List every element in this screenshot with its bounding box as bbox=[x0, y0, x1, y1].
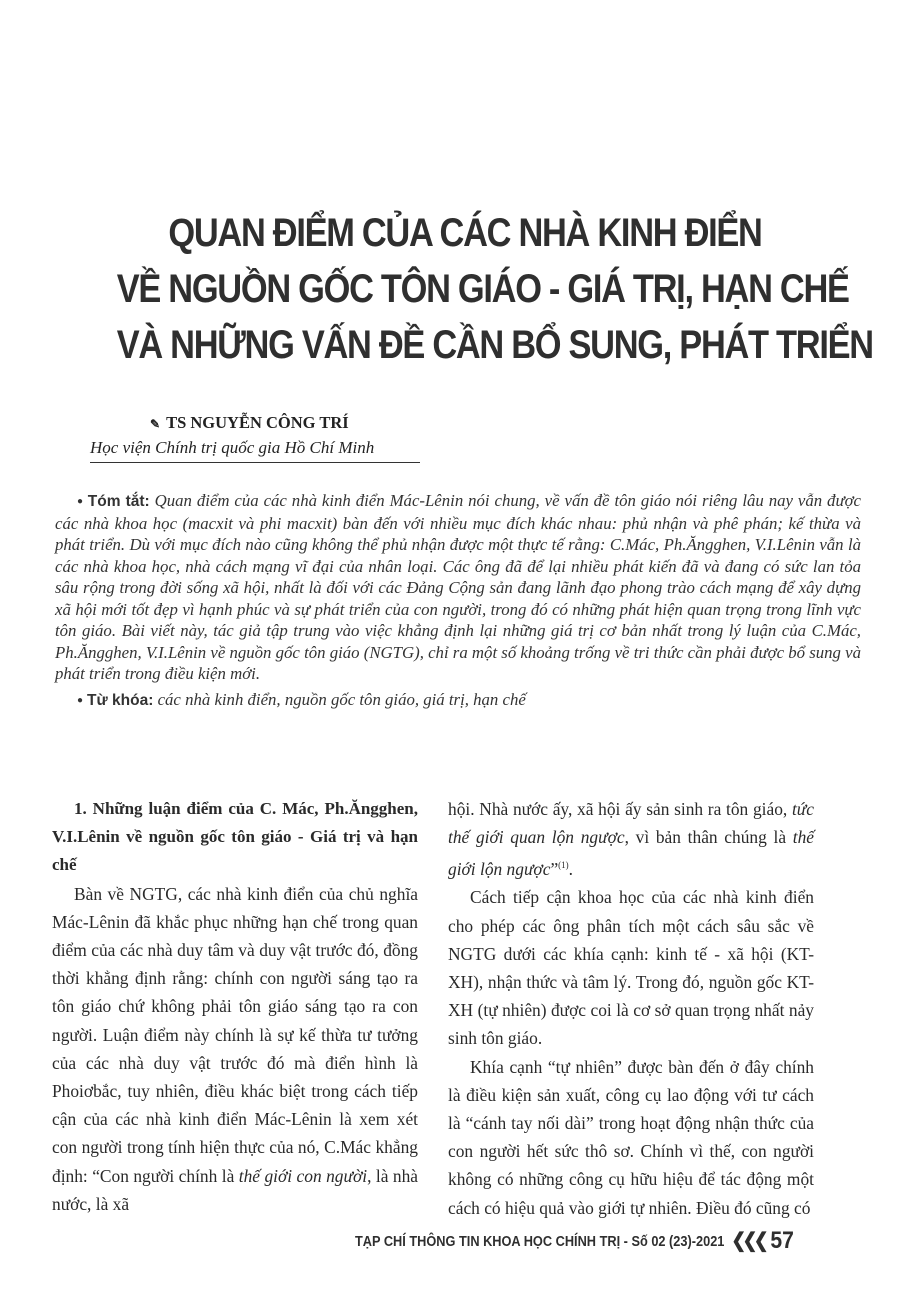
author-mark-icon: ✎ bbox=[150, 417, 161, 431]
abstract-block bbox=[55, 490, 861, 711]
author-line bbox=[150, 413, 349, 433]
body-text: , vì bản thân chúng là bbox=[624, 827, 793, 848]
author-name: TS NGUYỄN CÔNG TRÍ bbox=[166, 413, 349, 432]
abstract-paragraph bbox=[55, 490, 861, 685]
journal-name: TẠP CHÍ THÔNG TIN KHOA HỌC CHÍNH TRỊ bbox=[355, 1234, 621, 1250]
article-title bbox=[116, 205, 873, 373]
author-affiliation: Học viện Chính trị quốc gia Hồ Chí Minh bbox=[90, 438, 420, 463]
body-italic: thế giới con người bbox=[238, 1165, 368, 1186]
page-number: 57 bbox=[770, 1227, 794, 1254]
body-paragraph: Khía cạnh “tự nhiên” được bàn đến ở đây chính là điều kiện sản xuất, công cụ lao động với tư cách là “cánh tay nối dài” trong hoạt động nhận thức của con người hết sức thô sơ. Chính vì thế, con người không có những công cụ hữu hiệu để tác động một cách có hiệu quả vào giới tự nhiên. Điều đó cũng có bbox=[448, 1056, 814, 1218]
body-text: , là nhà nước, là xã bbox=[52, 1165, 419, 1214]
bullet-icon: ● bbox=[77, 496, 84, 507]
keywords-label: Từ khóa: bbox=[87, 691, 154, 709]
left-column bbox=[52, 795, 418, 1218]
page-footer: TẠP CHÍ THÔNG TIN KHOA HỌC CHÍNH TRỊ - Số 02 (23)-2021 ❮❮❮ 57 bbox=[355, 1227, 794, 1254]
section-heading: 1. Những luận điểm của C. Mác, Ph.Ăngghen, V.I.Lênin về nguồn gốc tôn giáo - Giá trị và hạn chế bbox=[52, 799, 418, 875]
body-text: hội. Nhà nước ấy, xã hội ấy sản sinh ra tôn giáo, bbox=[448, 799, 792, 819]
body-paragraph: Cách tiếp cận khoa học của các nhà kinh điển cho phép các ông phân tích một cách sâu sắc về NGTG dưới các khía cạnh: kinh tế - xã hội (KT-XH), nhận thức và tâm lý. Trong đó, nguồn gốc KT-XH (tự nhiên) được coi là cơ sở quan trọng nhất nảy sinh tôn giáo. bbox=[448, 887, 814, 1049]
issue-number: Số 02 (23)-2021 bbox=[631, 1234, 725, 1250]
title-line-2: VỀ NGUỒN GỐC TÔN GIÁO - GIÁ TRỊ, HẠN CHẾ bbox=[116, 267, 849, 311]
body-text: ” bbox=[550, 859, 559, 880]
abstract-text: Quan điểm của các nhà kinh điển Mác-Lênin nói chung, về vấn đề tôn giáo nói riêng lâu nay vẫn được các nhà khoa học (macxit và phi macxit) bàn đến với nhiều mục đích khác nhau: phủ nhận và phê phán; kế thừa và phát triển. Dù với mục đích nào cũng không thể phủ nhận được một thực tế rằng: C.Mác, Ph.Ăngghen, V.I.Lênin vẫn là các nhà khoa học, nhà cách mạng vĩ đại của nhân loại. Các ông đã để lại nhiều phát kiến đã và đang có sức lan tỏa sâu rộng trong đời sống xã hội, nhất là đối với các Đảng Cộng sản đang lãnh đạo phong trào cách mạng để xây dựng xã hội mới tốt đẹp vì hạnh phúc và sự phát triển của con người, trong đó có những phát hiện quan trọng trong lĩnh vực tôn giáo. Bài viết này, tác giả tập trung vào việc khẳng định lại những giá trị cơ bản nhất trong lý luận của C.Mác, Ph.Ăngghen, V.I.Lênin về nguồn gốc tôn giáo (NGTG), chỉ ra một số khoảng trống về tri thức cần phải được bổ sung và phát triển trong điều kiện mới. bbox=[55, 491, 862, 683]
keywords-text: các nhà kinh điển, nguồn gốc tôn giáo, giá trị, hạn chế bbox=[157, 689, 526, 709]
body-text: Bàn về NGTG, các nhà kinh điển của chủ nghĩa Mác-Lênin đã khắc phục những hạn chế trong quan điểm của các nhà duy tâm và duy vật trước đó, đồng thời khẳng định rằng: chính con người sáng tạo ra tôn giáo chứ không phải tôn giáo sáng tạo ra con người. Luận điểm này chính là sự kế thừa tư tưởng của các nhà duy vật trước đó mà điển hình là Phoiơbắc, tuy nhiên, điều khác biệt trong cách tiếp cận của các nhà kinh điển Mác-Lênin là xem xét con người trong tính hiện thực của nó, C.Mác khẳng định: “Con người chính là bbox=[52, 883, 418, 1186]
body-italic: thế giới lộn ngược bbox=[448, 827, 815, 880]
right-column bbox=[448, 795, 814, 1222]
body-paragraph bbox=[52, 880, 418, 1218]
body-italic: tức thế giới quan lộn ngược bbox=[448, 799, 814, 848]
abstract-label: Tóm tắt: bbox=[87, 493, 150, 510]
keywords-paragraph bbox=[55, 689, 861, 712]
title-line-1: QUAN ĐIỂM CỦA CÁC NHÀ KINH ĐIỂN bbox=[168, 211, 762, 255]
body-paragraph bbox=[448, 795, 814, 883]
title-line-3: VÀ NHỮNG VẤN ĐỀ CẦN BỔ SUNG, PHÁT TRIỂN bbox=[116, 323, 873, 367]
body-text: . bbox=[568, 859, 574, 880]
bullet-icon: ● bbox=[77, 694, 84, 706]
chevrons-icon: ❮❮❮ bbox=[731, 1230, 766, 1252]
footnote-ref: (1) bbox=[558, 860, 569, 871]
